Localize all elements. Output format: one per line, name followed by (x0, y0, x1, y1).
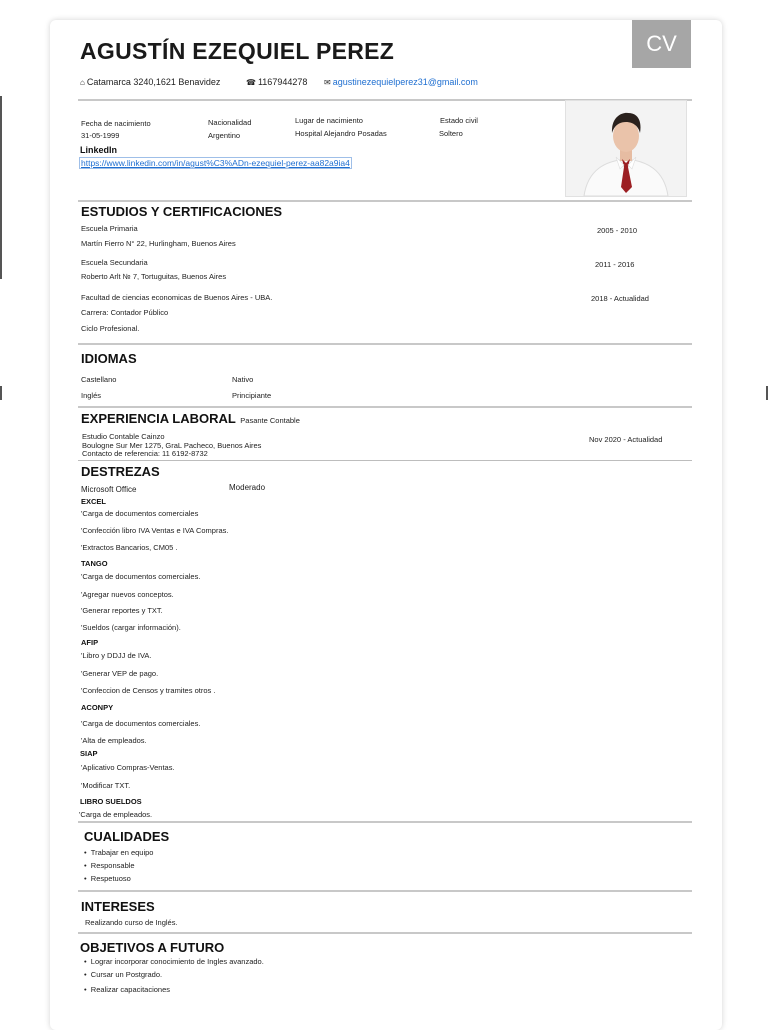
afip-item-1: 'Libro y DDJJ de IVA. (81, 651, 152, 660)
email-link[interactable]: agustinezequielperez31@gmail.com (332, 77, 478, 87)
skill-group-aconpy: ACONPY (81, 703, 114, 712)
language-2-name: Inglés (81, 391, 102, 400)
languages-title: IDIOMAS (81, 351, 137, 366)
education-item-3-school: Facultad de ciencias economicas de Buenos Aires - UBA. (81, 293, 273, 302)
home-icon: ⌂ (80, 78, 85, 87)
bullet-icon: • (84, 861, 91, 870)
siap-item-1: 'Aplicativo Compras-Ventas. (81, 763, 175, 772)
goals-title: OBJETIVOS A FUTURO (80, 940, 225, 955)
quality-item-2 (84, 861, 135, 870)
quality-text: Trabajar en equipo (90, 848, 154, 857)
education-item-2-school: Escuela Secundaria (81, 258, 148, 267)
goal-item-3 (84, 985, 170, 994)
afip-item-3: 'Confeccion de Censos y tramites otros . (81, 686, 216, 695)
interests-divider (78, 890, 692, 892)
civil-status-label: Estado civil (440, 116, 478, 125)
goal-text: Realizar capacitaciones (90, 985, 171, 994)
bullet-icon: • (84, 957, 91, 966)
tango-item-2: 'Agregar nuevos conceptos. (81, 590, 174, 599)
interests-text: Realizando curso de Inglés. (85, 918, 178, 927)
experience-header (81, 410, 300, 428)
cv-badge: CV (632, 20, 691, 68)
experience-dates: Nov 2020 - Actualidad (589, 435, 663, 444)
excel-item-1: 'Carga de documentos comerciales (81, 509, 199, 518)
skill-group-afip: AFIP (81, 638, 99, 647)
quality-text: Respetuoso (90, 874, 131, 883)
qualities-title: CUALIDADES (84, 829, 170, 844)
libro-item-1: 'Carga de empleados. (79, 810, 153, 819)
bullet-icon: • (84, 970, 91, 979)
linkedin-label: LinkedIn (80, 145, 118, 155)
goal-text: Cursar un Postgrado. (90, 970, 163, 979)
experience-reference: Contacto de referencia: 11 6192-8732 (82, 449, 208, 458)
goal-item-2 (84, 970, 162, 979)
quality-item-3 (84, 874, 131, 883)
education-item-2-years: 2011 - 2016 (595, 260, 635, 269)
education-item-3-career: Carrera: Contador Público (81, 308, 169, 317)
education-item-1-address: Martín Fierro N° 22, Hurlingham, Buenos Aires (81, 239, 236, 248)
goal-text: Lograr incorporar conocimiento de Ingles avanzado. (90, 957, 264, 966)
experience-address: Boulogne Sur Mer 1275, GraL Pacheco, Buenos Aires (82, 441, 262, 450)
quality-item-1 (84, 848, 153, 857)
nationality-value: Argentino (208, 131, 241, 140)
bullet-icon: • (84, 848, 91, 857)
skill-group-tango: TANGO (81, 559, 108, 568)
phone-icon: ☎ (246, 78, 256, 87)
education-title: ESTUDIOS Y CERTIFICACIONES (81, 204, 283, 219)
address-text: Catamarca 3240,1621 Benavidez (86, 77, 221, 87)
aconpy-item-1: 'Carga de documentos comerciales. (81, 719, 201, 728)
bullet-icon: • (84, 874, 91, 883)
goals-divider (78, 932, 692, 934)
tango-item-4: 'Sueldos (cargar información). (81, 623, 181, 632)
mail-icon: ✉ (324, 78, 331, 87)
education-item-1-years: 2005 - 2010 (597, 226, 638, 235)
bullet-icon: • (84, 985, 91, 994)
birthplace-label: Lugar de nacimiento (295, 116, 363, 125)
education-item-3-years: 2018 - Actualidad (591, 294, 649, 303)
siap-item-2: 'Modificar TXT. (81, 781, 131, 790)
candidate-name: AGUSTÍN EZEQUIEL PEREZ (80, 38, 395, 64)
cv-page (50, 20, 722, 1030)
address-line (80, 77, 220, 87)
language-1-name: Castellano (81, 375, 117, 384)
scan-edge-left-top (0, 96, 2, 279)
aconpy-item-2: 'Alta de empleados. (81, 736, 147, 745)
profile-photo (565, 100, 687, 197)
experience-divider (78, 406, 692, 408)
languages-divider (78, 343, 692, 345)
language-2-level: Principiante (232, 391, 272, 400)
experience-role: Pasante Contable (240, 416, 300, 425)
linkedin-url[interactable]: https://www.linkedin.com/in/agust%C3%ADn-ezequiel-perez-aa82a9ia4 (81, 158, 350, 168)
interests-title: INTERESES (81, 899, 155, 914)
education-divider (78, 200, 692, 202)
email-line (324, 77, 478, 87)
phone-line (246, 77, 307, 87)
skills-office-level: Moderado (229, 483, 266, 492)
goal-item-1 (84, 957, 264, 966)
birth-value: 31-05-1999 (81, 131, 120, 140)
excel-item-3: 'Extractos Bancarios, CM05 . (81, 543, 178, 552)
birthplace-value: Hospital Alejandro Posadas (295, 129, 387, 138)
civil-status-value: Soltero (439, 129, 463, 138)
skills-divider (78, 460, 692, 461)
skills-title: DESTREZAS (81, 464, 160, 479)
tango-item-3: 'Generar reportes y TXT. (81, 606, 163, 615)
skill-group-libro-sueldos: LIBRO SUELDOS (80, 797, 142, 806)
portrait-illustration (566, 101, 686, 196)
birth-label: Fecha de nacimiento (81, 119, 151, 128)
afip-item-2: 'Generar VEP de pago. (81, 669, 159, 678)
skill-group-excel: EXCEL (81, 497, 107, 506)
education-item-3-cycle: Ciclo Profesional. (81, 324, 140, 333)
phone-text: 1167944278 (257, 77, 308, 87)
language-1-level: Nativo (232, 375, 254, 384)
education-item-1-school: Escuela Primaria (81, 224, 138, 233)
skills-office: Microsoft Office (81, 485, 137, 494)
experience-title: EXPERIENCIA LABORAL (81, 411, 236, 426)
skill-group-siap: SIAP (80, 749, 98, 758)
nationality-label: Nacionalidad (208, 118, 252, 127)
quality-text: Responsable (90, 861, 135, 870)
scan-edge-left-bottom (0, 386, 2, 400)
excel-item-2: 'Confección libro IVA Ventas e IVA Compras. (81, 526, 229, 535)
education-item-2-address: Roberto Arlt № 7, Tortuguitas, Buenos Aires (81, 272, 227, 281)
tango-item-1: 'Carga de documentos comerciales. (81, 572, 201, 581)
experience-company: Estudio Contable Cainzo (82, 432, 165, 441)
qualities-divider (78, 821, 692, 823)
